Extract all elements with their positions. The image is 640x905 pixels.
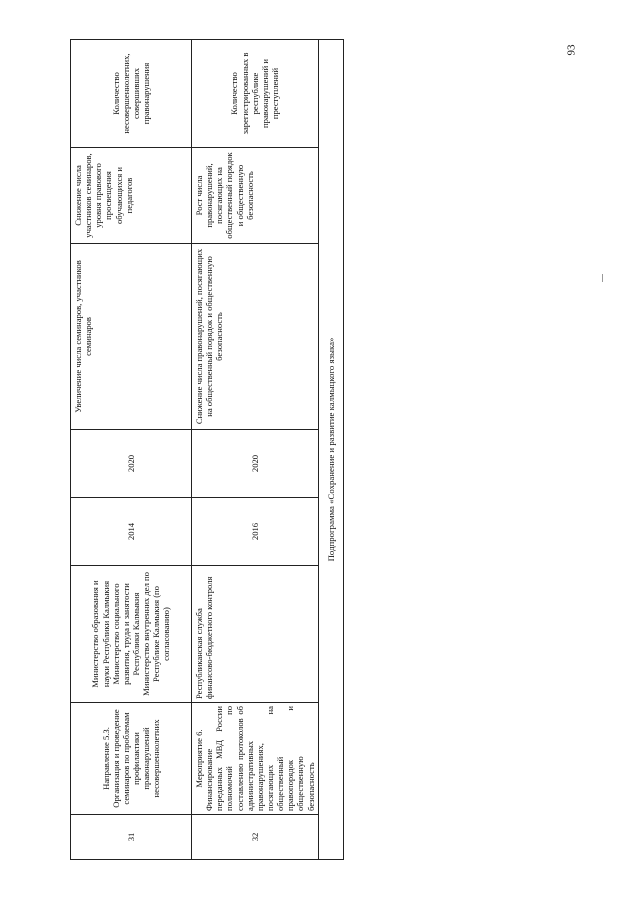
row-number: 32 bbox=[192, 815, 319, 860]
measures-table bbox=[70, 39, 344, 860]
subprogram-title: Подпрограмма «Сохранение и развитие калмыцкого языка» bbox=[318, 40, 343, 860]
table-row bbox=[71, 40, 192, 860]
measure-title bbox=[71, 703, 192, 815]
start-year: 2014 bbox=[71, 498, 192, 566]
title-line: правонарушений bbox=[141, 727, 152, 790]
executors: Республиканская служба финансово-бюджетного контроля bbox=[192, 566, 319, 703]
title-line: Организация и проведение bbox=[110, 709, 121, 808]
expected-result: Увеличение числа семинаров, участников семинаров bbox=[71, 244, 192, 430]
row-number: 31 bbox=[71, 815, 192, 860]
executors: Министерство образования и науки Республики Калмыкия Министерство социального развития, труда и занятости Республики Калмыкия Министерство внутренних дел по Республике Калмыкия (по согласованию) bbox=[71, 566, 192, 703]
title-line: профилактики bbox=[131, 732, 141, 785]
expected-result: Снижение числа правонарушений, посягающих на общественный порядок и общественную безопасность bbox=[192, 244, 319, 430]
title-body: Финансирование переданных МВД России полномочий по составлению протоколов об административных правонарушениях, посягающих на общественный правопорядок и общественную безопасность bbox=[204, 706, 316, 811]
end-year: 2020 bbox=[192, 430, 319, 498]
indicator-link: Количество зарегистрированных в республике правонарушений и преступлений bbox=[192, 40, 319, 148]
scan-mark bbox=[602, 274, 603, 282]
start-year: 2016 bbox=[192, 498, 319, 566]
indicator-link: Количество несовершеннолетних, совершивших правонарушения bbox=[71, 40, 192, 148]
end-year: 2020 bbox=[71, 430, 192, 498]
title-line: семинаров по проблемам bbox=[120, 712, 131, 805]
page-number: 93 bbox=[565, 44, 578, 56]
measure-title bbox=[192, 703, 319, 815]
consequences: Рост числа правонарушений, посягающих на общественный порядок и общественную безопасность bbox=[192, 148, 319, 244]
title-line: Направление 5.3. bbox=[100, 727, 111, 790]
title-line: Мероприятие 6. bbox=[194, 729, 204, 788]
table-row bbox=[192, 40, 319, 860]
subprogram-row bbox=[318, 40, 343, 860]
rotated-table-container bbox=[70, 40, 336, 860]
title-line: несовершеннолетних bbox=[151, 719, 162, 798]
consequences: Снижение числа участников семинаров, уровня правового просвещения обучающихся и педагогов bbox=[71, 148, 192, 244]
